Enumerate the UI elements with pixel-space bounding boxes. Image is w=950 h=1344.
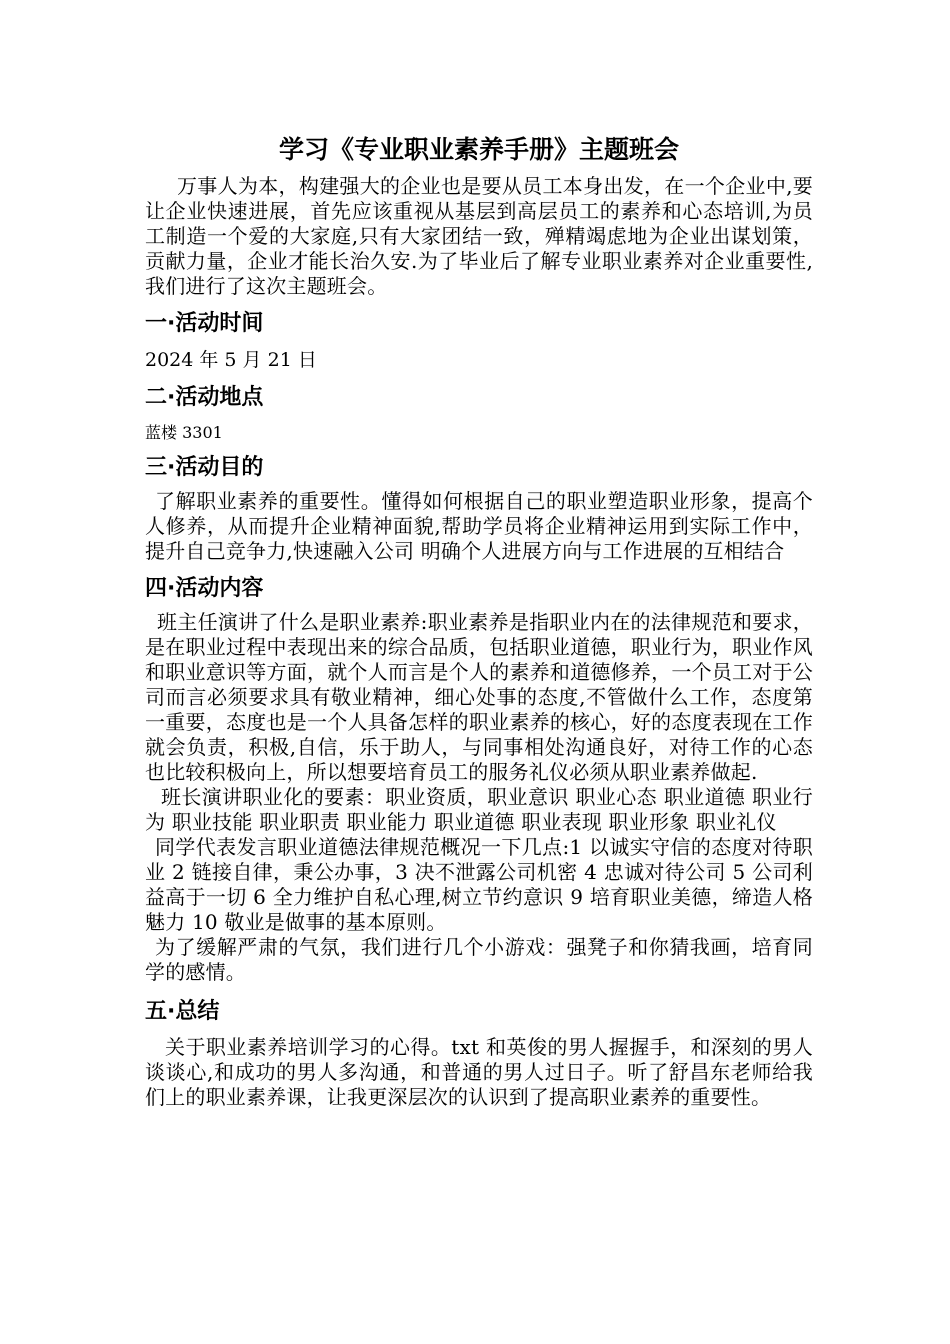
summary-paragraph: 关于职业素养培训学习的心得。txt 和英俊的男人握握手，和深刻的男人谈谈心,和成功的男人多沟通，和普通的男人过日子。听了舒昌东老师给我们上的职业素养课，让我更深层次的认识到了提高职业素养的重要性。 xyxy=(145,1035,813,1109)
content-paragraph-games: 为了缓解严肃的气氛，我们进行几个小游戏：强凳子和你猜我画，培育同学的感情。 xyxy=(145,935,813,984)
activity-purpose: 了解职业素养的重要性。懂得如何根据自己的职业塑造职业形象，提高个人修养，从而提升企业精神面貌,帮助学员将企业精神运用到实际工作中，提升自己竞争力,快速融入公司 明确个人进展方向与工作进展的互相结合 xyxy=(145,489,813,563)
section-heading-time: 一·活动时间 xyxy=(145,311,264,336)
document-page xyxy=(145,130,813,1110)
content-paragraph-teacher: 班主任演讲了什么是职业素养:职业素养是指职业内在的法律规范和要求，是在职业过程中表现出来的综合品质，包括职业道德，职业行为，职业作风和职业意识等方面，就个人而言是个人的素养和道德修养，一个员工对于公司而言必须要求具有敬业精神，细心处事的态度,不管做什么工作，态度第一重要，态度也是一个人具备怎样的职业素养的核心，好的态度表现在工作就会负责，积极,自信，乐于助人，与同事相处沟通良好，对待工作的心态也比较积极向上，所以想要培育员工的服务礼仪必须从职业素养做起. xyxy=(145,610,813,784)
section-heading-place: 二·活动地点 xyxy=(145,385,264,410)
intro-paragraph xyxy=(145,174,813,299)
section-heading-purpose: 三·活动目的 xyxy=(145,455,264,480)
content-paragraph-student: 同学代表发言职业道德法律规范概况一下几点:1 以诚实守信的态度对待职业 2 链接自律，秉公办事，3 决不泄露公司机密 4 忠诚对待公司 5 公司利益高于一切 6 全力维护自私心理,树立节约意识 9 培育职业美德，缔造人格魅力 10 敬业是做事的基本原则。 xyxy=(145,835,813,934)
intro-text: 万事人为本，构建强大的企业也是要从员工本身出发，在一个企业中,要让企业快速进展，首先应该重视从基层到高层员工的素养和心态培训,为员工制造一个爱的大家庭,只有大家团结一致，殚精竭虑地为企业出谋划策，贡献力量，企业才能长治久安.为了毕业后了解专业职业素养对企业重要性,我们进行了这次主题班会。 xyxy=(145,174,813,298)
activity-time: 2024 年 5 月 21 日 xyxy=(145,349,317,371)
document-title: 学习《专业职业素养手册》主题班会 xyxy=(278,135,679,164)
section-heading-content: 四·活动内容 xyxy=(145,576,264,601)
activity-place: 蓝楼 3301 xyxy=(145,423,223,442)
section-heading-summary: 五·总结 xyxy=(145,999,220,1024)
content-paragraph-monitor: 班长演讲职业化的要素：职业资质，职业意识 职业心态 职业道德 职业行为 职业技能 职业职责 职业能力 职业道德 职业表现 职业形象 职业礼仪 xyxy=(145,785,813,834)
